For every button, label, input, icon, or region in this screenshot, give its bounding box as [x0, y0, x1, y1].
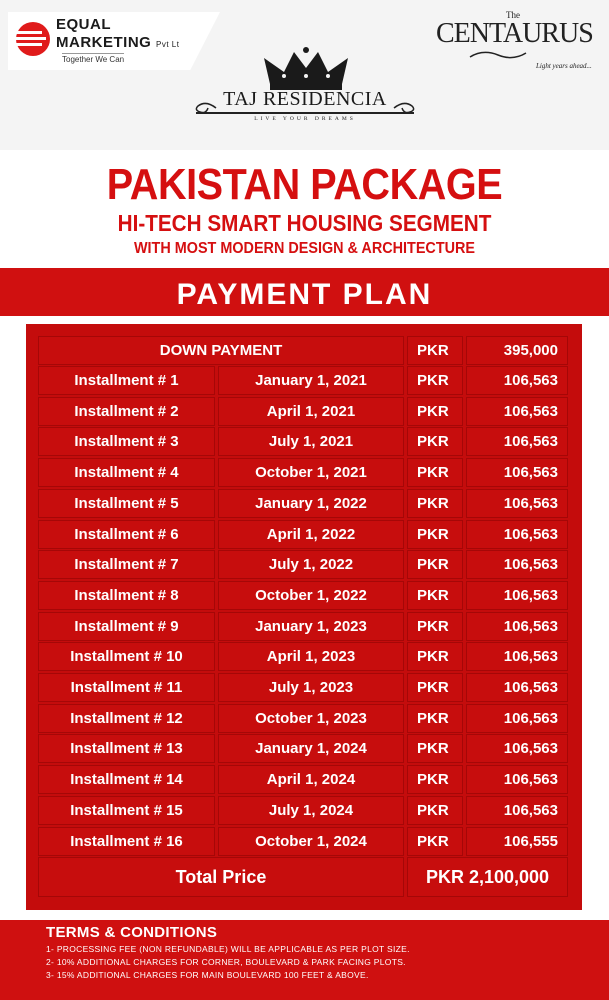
installment-amount: 106,563 — [466, 673, 568, 702]
installment-label: Installment # 15 — [38, 796, 215, 825]
total-row — [38, 857, 568, 897]
installment-amount: 106,563 — [466, 704, 568, 733]
terms-title: TERMS & CONDITIONS — [46, 924, 218, 941]
centaurus-wave-icon — [468, 49, 528, 61]
installment-currency: PKR — [407, 642, 463, 671]
installment-date: April 1, 2023 — [218, 642, 404, 671]
installment-date: July 1, 2022 — [218, 550, 404, 579]
installment-currency: PKR — [407, 397, 463, 426]
equal-marketing-tagline: Together We Can — [62, 55, 125, 64]
installment-date: October 1, 2024 — [218, 827, 404, 856]
installment-amount: 106,563 — [466, 397, 568, 426]
installment-currency: PKR — [407, 673, 463, 702]
installment-row — [38, 612, 568, 641]
equal-marketing-name: EQUAL MARKETING Pvt Lt — [56, 16, 180, 51]
installment-row — [38, 489, 568, 518]
installment-date: January 1, 2024 — [218, 734, 404, 763]
centaurus-name: CENTAURUS — [436, 18, 593, 49]
total-value: PKR 2,100,000 — [407, 857, 568, 897]
installment-amount: 106,563 — [466, 642, 568, 671]
page-subtitle: HI-TECH SMART HOUSING SEGMENT — [117, 210, 492, 236]
installment-row — [38, 366, 568, 395]
installment-row — [38, 458, 568, 487]
installment-row — [38, 581, 568, 610]
crown-icon — [260, 46, 352, 92]
installment-amount: 106,563 — [466, 427, 568, 456]
installment-label: Installment # 5 — [38, 489, 215, 518]
down-payment-amount: 395,000 — [466, 336, 568, 365]
installment-row — [38, 796, 568, 825]
term-item: 3- 15% ADDITIONAL CHARGES FOR MAIN BOULEVARD 100 FEET & ABOVE. — [46, 970, 369, 980]
installment-label: Installment # 7 — [38, 550, 215, 579]
installment-currency: PKR — [407, 550, 463, 579]
installment-amount: 106,563 — [466, 612, 568, 641]
installment-label: Installment # 8 — [38, 581, 215, 610]
installment-row — [38, 765, 568, 794]
installment-label: Installment # 4 — [38, 458, 215, 487]
installment-row — [38, 397, 568, 426]
centaurus-the: The — [506, 10, 520, 20]
installment-label: Installment # 1 — [38, 366, 215, 395]
installment-amount: 106,563 — [466, 765, 568, 794]
installment-label: Installment # 12 — [38, 704, 215, 733]
page-subtitle-2: WITH MOST MODERN DESIGN & ARCHITECTURE — [133, 240, 476, 257]
installment-currency: PKR — [407, 489, 463, 518]
taj-underline — [196, 112, 414, 114]
installment-label: Installment # 3 — [38, 427, 215, 456]
installment-amount: 106,563 — [466, 458, 568, 487]
payment-plan-title: PAYMENT PLAN — [176, 278, 433, 311]
down-payment-label: DOWN PAYMENT — [38, 336, 404, 365]
installment-date: July 1, 2024 — [218, 796, 404, 825]
installment-row — [38, 550, 568, 579]
installment-date: July 1, 2023 — [218, 673, 404, 702]
installment-currency: PKR — [407, 458, 463, 487]
installment-amount: 106,563 — [466, 489, 568, 518]
installment-amount: 106,563 — [466, 550, 568, 579]
installment-date: January 1, 2023 — [218, 612, 404, 641]
taj-residencia-name: TAJ RESIDENCIA — [223, 88, 387, 110]
installment-row — [38, 427, 568, 456]
installment-row — [38, 520, 568, 549]
installment-amount: 106,563 — [466, 796, 568, 825]
installment-amount: 106,563 — [466, 520, 568, 549]
centaurus-tagline: Light years ahead... — [536, 62, 592, 70]
installment-label: Installment # 9 — [38, 612, 215, 641]
installment-currency: PKR — [407, 796, 463, 825]
installment-amount: 106,555 — [466, 827, 568, 856]
installment-currency: PKR — [407, 612, 463, 641]
page-title: PAKISTAN PACKAGE — [106, 160, 503, 209]
installment-date: October 1, 2023 — [218, 704, 404, 733]
installment-label: Installment # 14 — [38, 765, 215, 794]
installment-label: Installment # 6 — [38, 520, 215, 549]
installment-date: April 1, 2022 — [218, 520, 404, 549]
installment-label: Installment # 13 — [38, 734, 215, 763]
installment-label: Installment # 10 — [38, 642, 215, 671]
installment-currency: PKR — [407, 704, 463, 733]
taj-tagline: LIVE YOUR DREAMS — [254, 116, 356, 122]
installment-amount: 106,563 — [466, 581, 568, 610]
equal-marketing-mark-icon — [16, 22, 50, 56]
installment-currency: PKR — [407, 734, 463, 763]
installment-currency: PKR — [407, 765, 463, 794]
installment-date: April 1, 2024 — [218, 765, 404, 794]
installment-currency: PKR — [407, 366, 463, 395]
installment-row — [38, 827, 568, 856]
down-payment-currency: PKR — [407, 336, 463, 365]
installment-date: January 1, 2021 — [218, 366, 404, 395]
installment-amount: 106,563 — [466, 366, 568, 395]
installment-row — [38, 704, 568, 733]
installment-row — [38, 673, 568, 702]
installment-row — [38, 642, 568, 671]
installment-label: Installment # 2 — [38, 397, 215, 426]
installment-date: October 1, 2021 — [218, 458, 404, 487]
installment-amount: 106,563 — [466, 734, 568, 763]
term-item: 1- PROCESSING FEE (NON REFUNDABLE) WILL BE APPLICABLE AS PER PLOT SIZE. — [46, 944, 410, 954]
down-payment-row — [38, 336, 568, 365]
installment-currency: PKR — [407, 827, 463, 856]
installment-label: Installment # 16 — [38, 827, 215, 856]
installment-currency: PKR — [407, 520, 463, 549]
installment-label: Installment # 11 — [38, 673, 215, 702]
installment-currency: PKR — [407, 427, 463, 456]
installment-date: July 1, 2021 — [218, 427, 404, 456]
installment-date: January 1, 2022 — [218, 489, 404, 518]
installment-currency: PKR — [407, 581, 463, 610]
installment-date: October 1, 2022 — [218, 581, 404, 610]
installment-row — [38, 734, 568, 763]
installment-date: April 1, 2021 — [218, 397, 404, 426]
term-item: 2- 10% ADDITIONAL CHARGES FOR CORNER, BOULEVARD & PARK FACING PLOTS. — [46, 957, 406, 967]
total-label: Total Price — [38, 857, 404, 897]
